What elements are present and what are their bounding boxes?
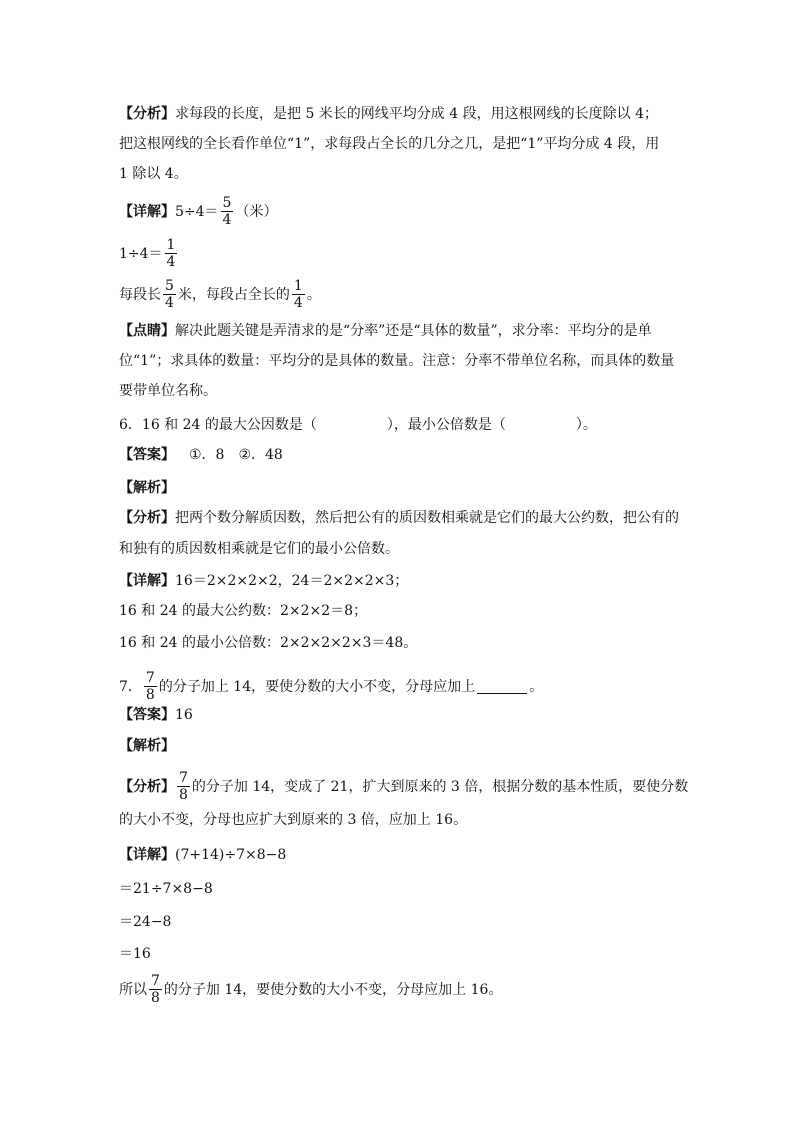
answer-line xyxy=(119,446,283,464)
detail-tag: 【详解】 xyxy=(119,573,175,589)
fraction-denominator: 4 xyxy=(222,212,232,228)
analysis-line-1 xyxy=(119,509,679,527)
tip-tag: 【点睛】 xyxy=(119,323,175,339)
analysis-text: 的大小不变，分母也应扩大到原来的 3 倍，应加上 16。 xyxy=(119,812,468,828)
detail-text: ＝16 xyxy=(119,946,151,962)
jiexi-line xyxy=(119,737,175,755)
answer-value: 16 xyxy=(175,707,193,723)
fraction xyxy=(292,278,305,311)
question-7 xyxy=(119,670,543,703)
detail-text: (7+14)÷7×8−8 xyxy=(175,847,287,863)
fraction xyxy=(144,670,157,703)
question-text: ），最小公倍数是（ xyxy=(386,417,506,433)
question-text: 。 xyxy=(529,678,544,695)
answer-tag: 【答案】 xyxy=(119,707,175,723)
detail-line-1 xyxy=(119,572,408,590)
jiexi-tag: 【解析】 xyxy=(119,738,175,754)
fraction-denominator: 8 xyxy=(145,687,155,703)
detail-line-4 xyxy=(119,945,151,963)
analysis-text: 1 除以 4。 xyxy=(119,166,188,182)
analysis-tag: 【分析】 xyxy=(119,510,175,526)
fraction-denominator: 4 xyxy=(293,295,303,311)
analysis-line-1 xyxy=(119,105,658,123)
answer-value: ②．48 xyxy=(238,447,283,463)
tip-text: 位“1”；求具体的数量：平均分的是具体的数量。注意：分率不带单位名称，而具体的数量 xyxy=(119,353,675,369)
question-6 xyxy=(119,416,597,434)
detail-text: 16＝2×2×2×2，24＝2×2×2×3； xyxy=(175,573,409,589)
answer-blank xyxy=(477,679,527,694)
analysis-line-2 xyxy=(119,135,659,153)
analysis-line-1 xyxy=(119,770,688,803)
fraction-numerator: 5 xyxy=(165,278,174,294)
detail-text: 16 和 24 的最小公倍数：2×2×2×2×3＝48。 xyxy=(119,635,418,651)
answer-text: 米，每段占全长的 xyxy=(177,286,290,303)
fraction-numerator: 1 xyxy=(166,237,176,253)
fraction-denominator: 4 xyxy=(166,254,176,270)
analysis-text: 和独有的质因数相乘就是它们的最小公倍数。 xyxy=(119,541,399,557)
answer-text: 每段长 xyxy=(119,286,161,303)
detail-tag: 【详解】 xyxy=(119,203,175,220)
analysis-text: 的分子加 14，变成了 21，扩大到原来的 3 倍，根据分数的基本性质，要使分数 xyxy=(191,778,689,795)
fraction-numerator: 5 xyxy=(222,195,232,211)
fraction-denominator: 8 xyxy=(179,787,188,803)
tip-line-2 xyxy=(119,352,674,370)
detail-line-1 xyxy=(119,846,286,864)
detail-line-1 xyxy=(119,195,277,228)
detail-line-3 xyxy=(119,913,171,931)
tip-line-3 xyxy=(119,382,217,400)
analysis-text: 把这根网线的全长看作单位“1”，求每段占全长的几分之几，是把“1”平均分成 4 段，用 xyxy=(119,136,660,152)
conclusion-line xyxy=(119,973,502,1006)
fraction-numerator: 7 xyxy=(151,973,160,989)
fraction xyxy=(165,237,178,270)
jiexi-line xyxy=(119,479,175,497)
fraction-denominator: 8 xyxy=(151,990,160,1006)
analysis-line-2 xyxy=(119,811,467,829)
fraction-numerator: 1 xyxy=(293,278,303,294)
answer-line xyxy=(119,706,193,724)
fraction xyxy=(221,195,234,228)
conclusion-text: 的分子加 14，要使分数的大小不变，分母应加上 16。 xyxy=(163,981,503,998)
equation-left: 5÷4＝ xyxy=(175,203,219,220)
detail-text: ＝21÷7×8−8 xyxy=(119,881,213,897)
detail-line-2 xyxy=(119,237,179,270)
equation-left: 1÷4＝ xyxy=(119,245,163,262)
unit-text: （米） xyxy=(235,203,278,220)
fraction xyxy=(163,278,176,311)
answer-sentence xyxy=(119,278,321,311)
detail-line-2 xyxy=(119,602,367,620)
fraction xyxy=(177,770,190,803)
analysis-tag: 【分析】 xyxy=(119,778,175,795)
analysis-text: 把两个数分解质因数，然后把公有的质因数相乘就是它们的最大公约数，把公有的 xyxy=(175,510,679,526)
fraction-numerator: 7 xyxy=(179,770,188,786)
detail-text: 16 和 24 的最大公约数：2×2×2＝8； xyxy=(119,603,368,619)
fraction-numerator: 7 xyxy=(145,670,155,686)
analysis-text: 求每段的长度，是把 5 米长的网线平均分成 4 段，用这根网线的长度除以 4； xyxy=(175,106,658,122)
answer-tag: 【答案】 xyxy=(119,447,175,463)
detail-line-2 xyxy=(119,880,213,898)
tip-text: 要带单位名称。 xyxy=(119,383,217,399)
question-text: ）。 xyxy=(575,417,597,433)
analysis-tag: 【分析】 xyxy=(119,106,175,122)
question-number: 7． xyxy=(119,678,142,695)
detail-tag: 【详解】 xyxy=(119,847,175,863)
fraction xyxy=(149,973,162,1006)
tip-text: 解决此题关键是弄清求的是“分率”还是“具体的数量”，求分率：平均分的是单 xyxy=(175,323,652,339)
analysis-line-2 xyxy=(119,540,399,558)
question-text: 的分子加上 14，要使分数的大小不变，分母应加上 xyxy=(158,678,476,695)
question-text: 6．16 和 24 的最大公因数是（ xyxy=(119,417,317,433)
conclusion-text: 所以 xyxy=(119,981,147,998)
detail-text: ＝24−8 xyxy=(119,914,172,930)
tip-line-1 xyxy=(119,322,652,340)
detail-line-3 xyxy=(119,634,417,652)
analysis-line-3 xyxy=(119,165,188,183)
answer-text: 。 xyxy=(306,286,321,303)
fraction-denominator: 4 xyxy=(165,295,174,311)
jiexi-tag: 【解析】 xyxy=(119,480,175,496)
answer-value: ①．8 xyxy=(189,447,225,463)
